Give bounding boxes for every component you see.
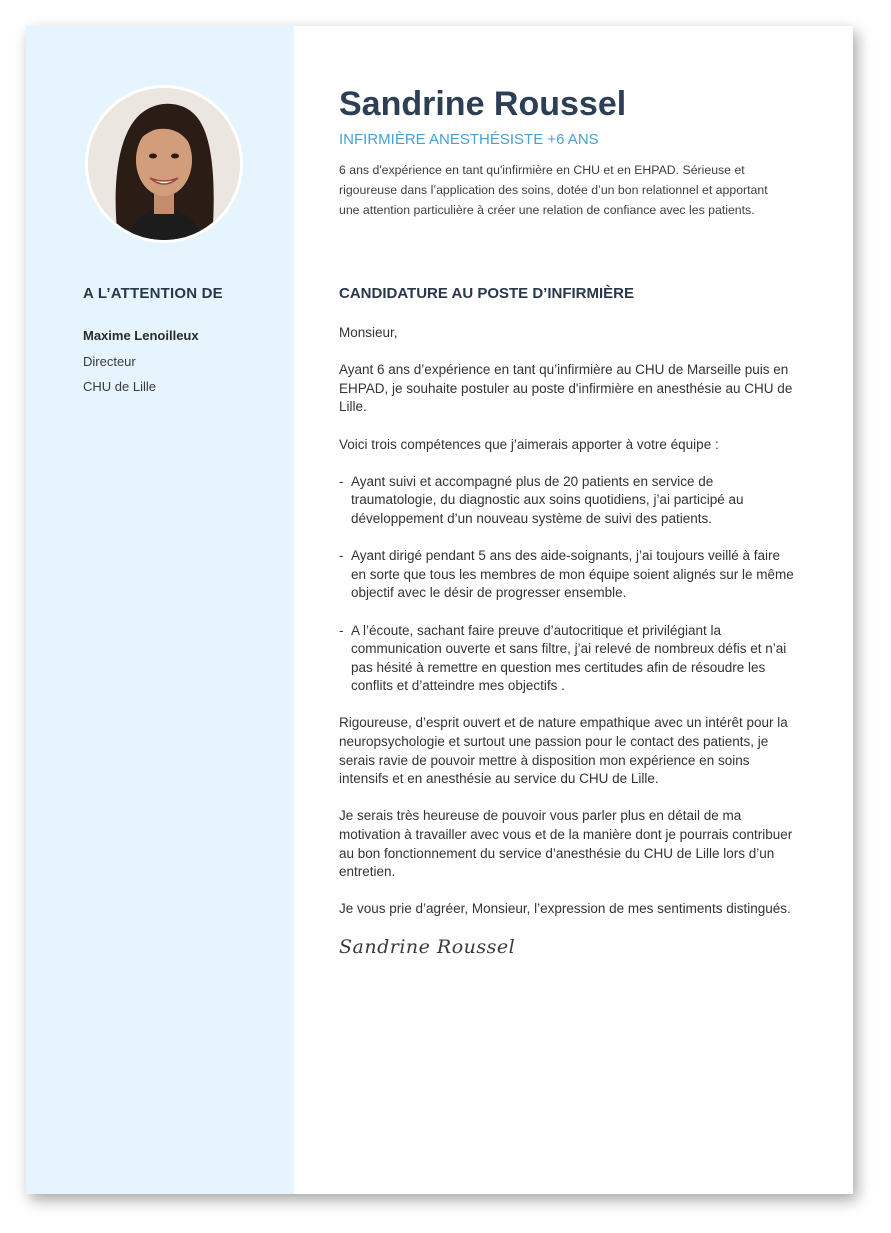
interview-paragraph: Je serais très heureuse de pouvoir vous parler plus en détail de ma motivation à travailler avec vous et de la manière dont je pourrais contribuer au bon fonctionnement du service d’anesthésie du CHU de Lille lors d’un entretien. (339, 808, 793, 880)
skill-bullet (339, 547, 794, 603)
bullet-marker: - (339, 548, 344, 564)
skill-bullet (339, 622, 794, 696)
skill-bullet (339, 473, 794, 529)
bullet-text: A l’écoute, sachant faire preuve d’autocritique et privilégiant la communication ouverte et sans filtre, j’ai relevé de nombreux défis et n’ai pas hésité à remettre en question mes certitudes afin de résoudre les conflits et d’atteindre mes objectifs . (351, 622, 787, 694)
salutation: Monsieur, (339, 325, 398, 340)
recipient-organization: CHU de Lille (83, 379, 156, 394)
closing-paragraph: Je vous prie d’agréer, Monsieur, l’expression de mes sentiments distingués. (339, 901, 791, 917)
recipient-name: Maxime Lenoilleux (83, 328, 199, 343)
portrait-illustration (88, 88, 240, 240)
signature: Sandrine Roussel (339, 935, 516, 958)
candidate-name: Sandrine Roussel (339, 85, 627, 123)
intro-paragraph: Ayant 6 ans d’expérience en tant qu’infirmière au CHU de Marseille puis en EHPAD, je souhaite postuler au poste d'infirmière en anesthésie au CHU de Lille. (339, 362, 793, 415)
recipient-title: Directeur (83, 353, 136, 369)
letter-body (339, 324, 794, 956)
profile-photo (85, 85, 243, 243)
bullet-text: Ayant suivi et accompagné plus de 20 patients en service de traumatologie, du diagnostic aux soins quotidiens, j’ai participé au développement d’un nouveau système de suivi des patients. (351, 473, 744, 526)
bullet-marker: - (339, 473, 344, 489)
skills-intro: Voici trois compétences que j’aimerais apporter à votre équipe : (339, 436, 719, 452)
letter-page (26, 26, 853, 1194)
candidate-subtitle: INFIRMIÈRE ANESTHÉSISTE +6 ANS (339, 131, 599, 148)
bullet-text: Ayant dirigé pendant 5 ans des aide-soignants, j’ai toujours veillé à faire en sorte que tous les membres de mon équipe soient alignés sur le même objectif avec le désir de progresser ensemble. (351, 548, 794, 601)
sidebar (26, 26, 294, 1194)
profile-summary: 6 ans d'expérience en tant qu'infirmière en CHU et en EHPAD. Sérieuse et rigoureuse dans l’application des soins, dotée d’un bon relationnel et apportant une attention particulière à créer une relation de confiance avec les patients. (339, 163, 768, 217)
letter-title: CANDIDATURE AU POSTE D’INFIRMIÈRE (339, 285, 635, 302)
recipient-heading: A L’ATTENTION DE (83, 285, 223, 302)
motivation-paragraph: Rigoureuse, d’esprit ouvert et de nature empathique avec un intérêt pour la neuropsychologie et surtout une passion pour le contact des patients, je serais ravie de pouvoir mettre à disposition mon expérience en soins intensifs et en anesthésie au service du CHU de Lille. (339, 715, 788, 787)
bullet-marker: - (339, 622, 344, 638)
recipient-block (83, 323, 199, 400)
